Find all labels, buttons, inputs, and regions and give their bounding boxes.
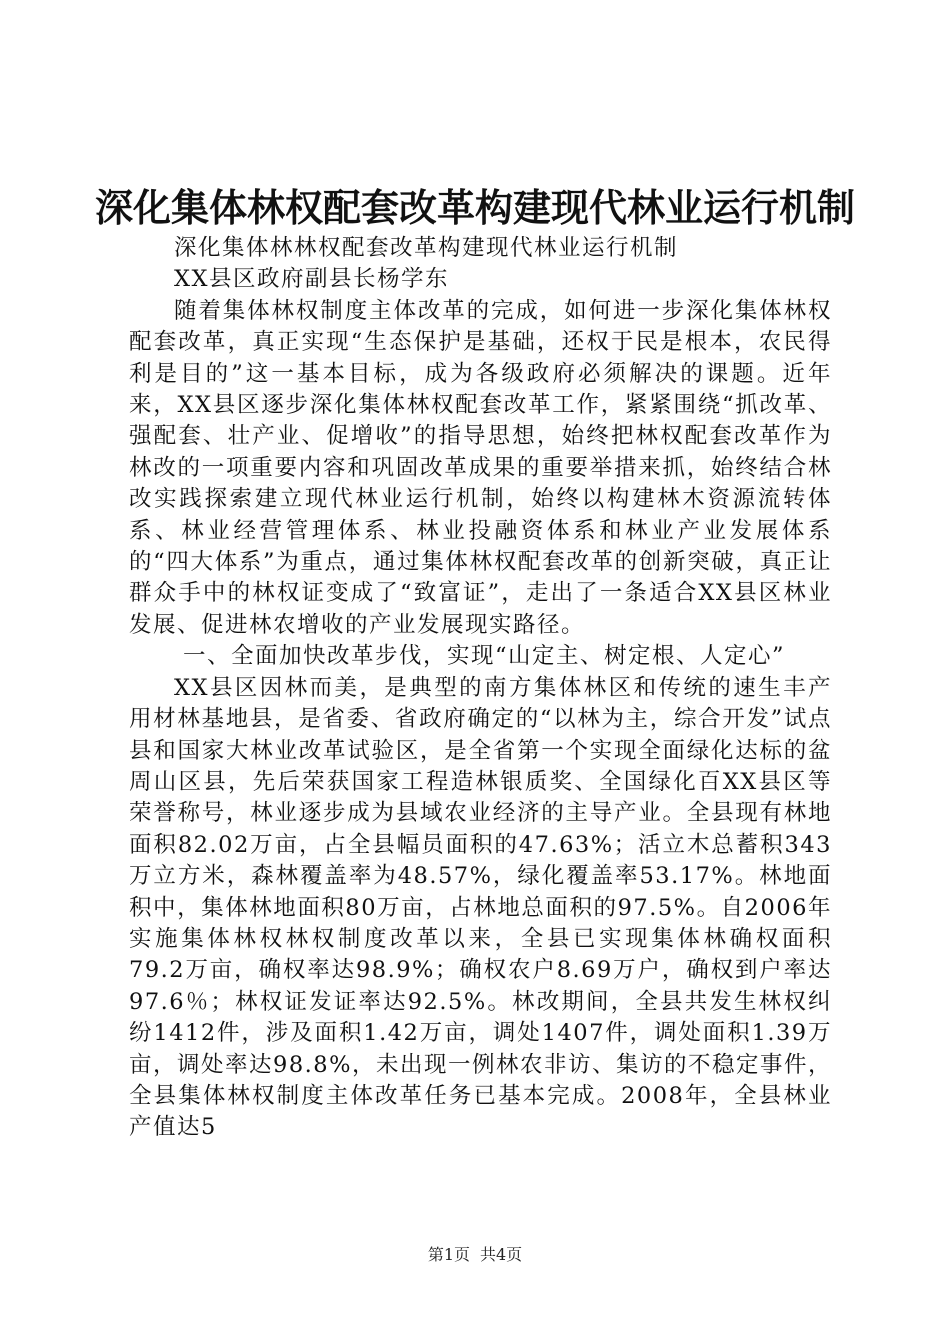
page-number: 第1页	[427, 1245, 470, 1264]
subtitle-line: 深化集体林林权配套改革构建现代林业运行机制	[174, 235, 679, 261]
paragraph-2: XX县区因林而美，是典型的南方集体林区和传统的速生丰产用材林基地县，是省委、省政府确定的“以林为主，综合开发”试点县和国家大林业改革试验区，是全省第一个实现全面绿化达标的盆周山区县，先后荣获国家工程造林银质奖、全国绿化百XX县区等荣誉称号，林业逐步成为县域农业经济的主导产业。全县现有林地面积82.02万亩，占全县幅员面积的47.63%；活立木总蓄积343万立方米，森林覆盖率为48.57%，绿化覆盖率53.17%。林地面积中，集体林地面积80万亩，占林地总面积的97.5%。自2006年实施集体林权林权制度改革以来，全县已实现集体林确权面积79.2万亩，确权率达98.9%；确权农户8.69万户，确权到户率达97.6％；林权证发证率达92.5%。林改期间，全县共发生林权纠纷1412件，涉及面积1.42万亩，调处1407件，调处面积1.39万亩，调处率达98.8%，未出现一例林农非访、集访的不稳定事件，全县集体林权制度主体改革任务已基本完成。2008年，全县林业产值达5	[129, 674, 832, 1141]
document-body	[129, 233, 832, 1144]
author-line: XX县区政府副县长杨学东	[174, 266, 450, 293]
paragraph-1: 随着集体林权制度主体改革的完成，如何进一步深化集体林权配套改革，真正实现“生态保护是基础，还权于民是根本，农民得利是目的”这一基本目标，成为各级政府必须解决的课题。近年来，XX县区逐步深化集体林权配套改革工作，紧紧围绕“抓改革、强配套、壮产业、促增收”的指导思想，始终把林权配套改革作为林改的一项重要内容和巩固改革成果的重要举措来抓，始终结合林改实践探索建立现代林业运行机制，始终以构建林木资源流转体系、林业经营管理体系、林业投融资体系和林业产业发展体系的“四大体系”为重点，通过集体林权配套改革的创新突破，真正让群众手中的林权证变成了“致富证”，走出了一条适合XX县区林业发展、促进林农增收的产业发展现实路径。	[129, 297, 832, 638]
document-title: 深化集体林权配套改革构建现代林业运行机制	[94, 186, 855, 230]
page-total: 共4页	[480, 1245, 523, 1264]
page-footer	[0, 1244, 950, 1266]
section-heading: 一、全面加快改革步伐，实现“山定主、树定根、人定心”	[183, 643, 786, 670]
